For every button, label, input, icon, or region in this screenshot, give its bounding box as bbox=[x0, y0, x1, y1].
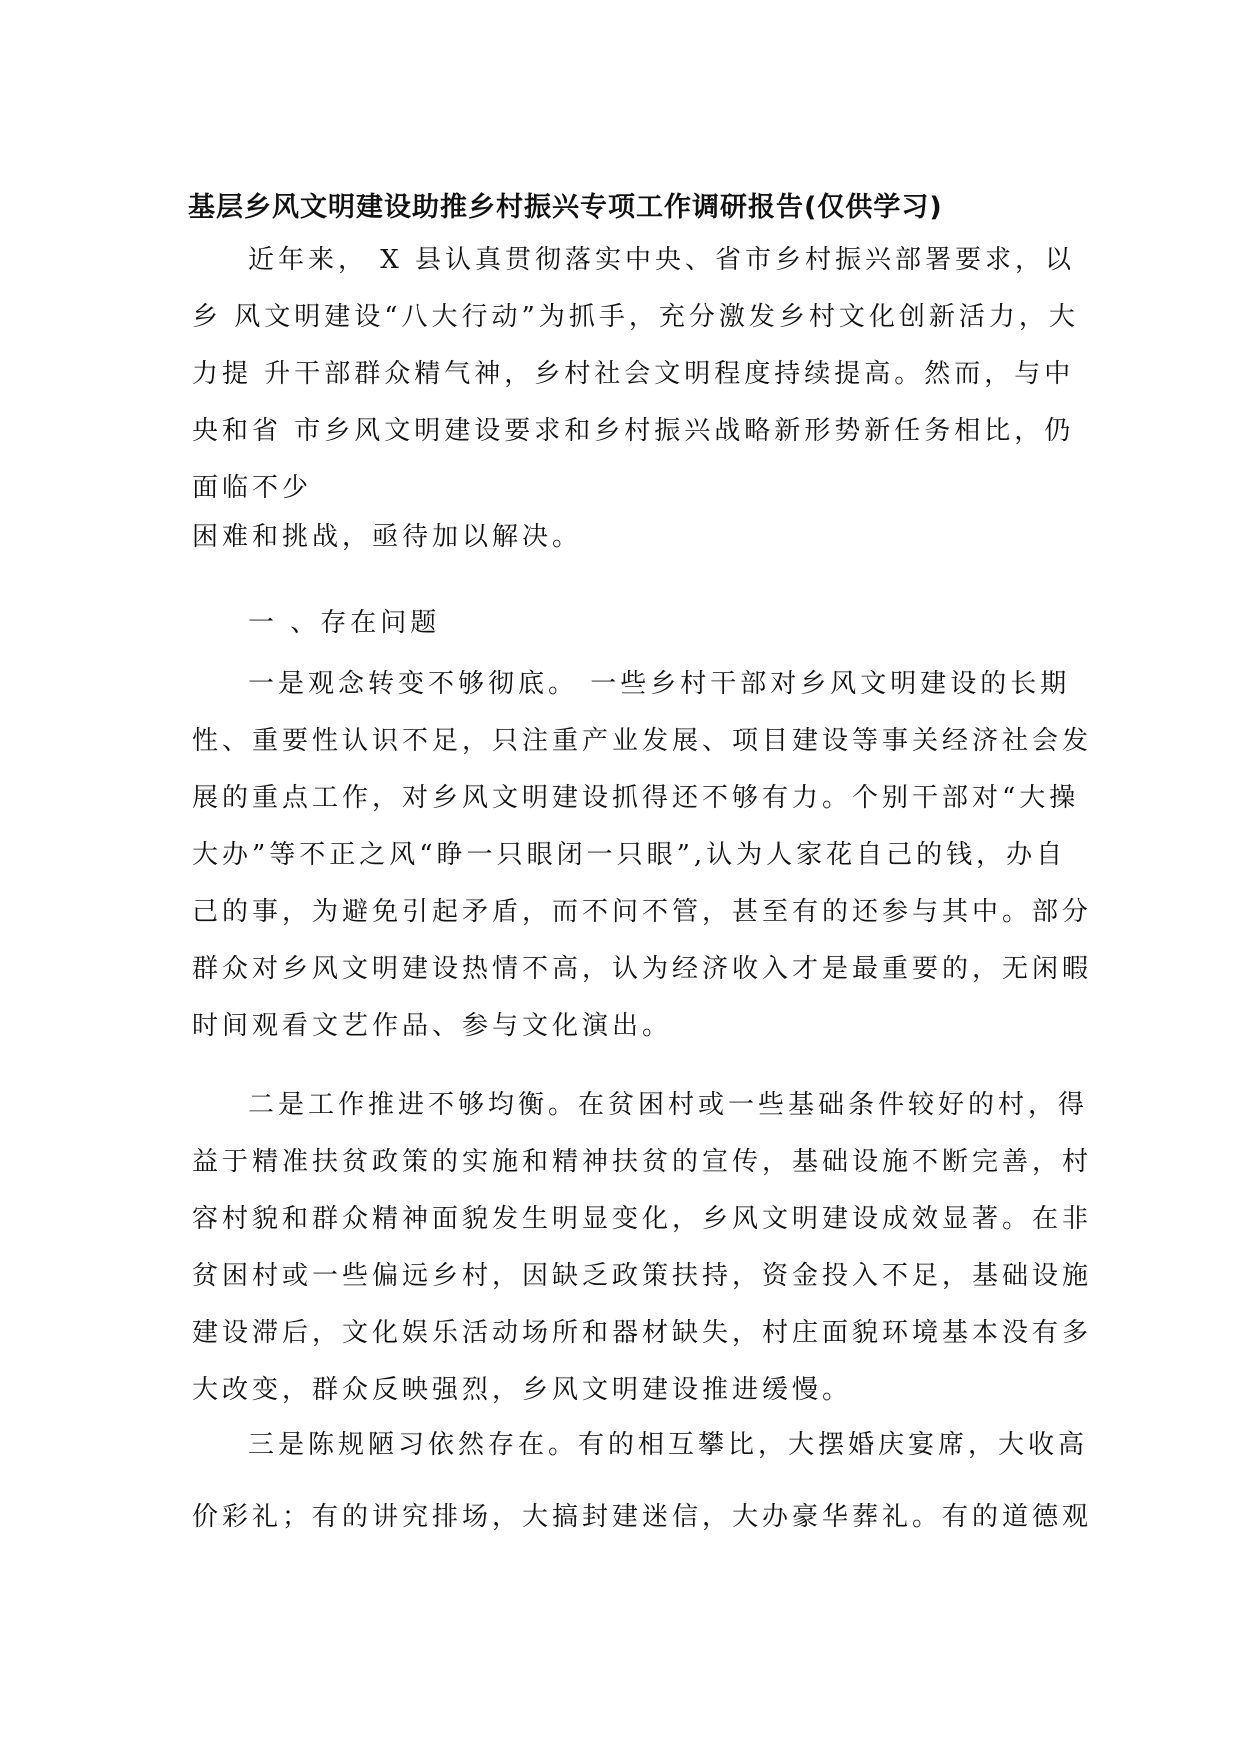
intro-line: 乡 风文明建设“八大行动”为抓手，充分激发乡村文化创新活力，大 bbox=[192, 302, 1079, 332]
paragraph-line: 贫困村或一些偏远乡村，因缺乏政策扶持，资金投入不足，基础设施 bbox=[192, 1261, 1093, 1291]
paragraph-concept bbox=[192, 656, 1093, 1055]
intro-paragraph bbox=[192, 232, 1079, 566]
paragraph-line: 建设滞后，文化娱乐活动场所和器材缺失，村庄面貌环境基本没有多 bbox=[192, 1318, 1093, 1348]
intro-line: 央和省 市乡风文明建设要求和乡村振兴战略新形势新任务相比，仍 bbox=[192, 416, 1075, 446]
paragraph-line: 展的重点工作，对乡风文明建设抓得还不够有力。个别干部对“大操 bbox=[192, 783, 1080, 813]
paragraph-customs bbox=[192, 1417, 1093, 1546]
paragraph-balance bbox=[192, 1077, 1093, 1419]
paragraph-line: 大改变，群众反映强烈，乡风文明建设推进缓慢。 bbox=[192, 1375, 853, 1405]
document-title: 基层乡风文明建设助推乡村振兴专项工作调研报告(仅供学习) bbox=[188, 192, 943, 223]
paragraph-line: 性、重要性认识不足，只注重产业发展、项目建设等事关经济社会发 bbox=[192, 726, 1093, 756]
paragraph-line: 容村貌和群众精神面貌发生明显变化，乡风文明建设成效显著。在非 bbox=[192, 1204, 1093, 1234]
paragraph-line: 己的事，为避免引起矛盾，而不问不管，甚至有的还参与其中。部分 bbox=[192, 897, 1093, 927]
section-heading-block bbox=[192, 595, 1052, 652]
intro-line: 困难和挑战，亟待加以解决。 bbox=[192, 522, 583, 552]
intro-line: 力提 升干部群众精气神，乡村社会文明程度持续提高。然而，与中 bbox=[192, 359, 1075, 389]
paragraph-line: 一是观念转变不够彻底。 一些乡村干部对乡风文明建设的长期 bbox=[248, 669, 1071, 699]
paragraph-line: 价彩礼；有的讲究排场，大搞封建迷信，大办豪华葬礼。有的道德观 bbox=[192, 1502, 1093, 1532]
paragraph-line: 二是工作推进不够均衡。在贫困村或一些基础条件较好的村，得 bbox=[248, 1090, 1089, 1120]
paragraph-line: 益于精准扶贫政策的实施和精神扶贫的宣传，基础设施不断完善，村 bbox=[192, 1147, 1093, 1177]
intro-line: 面临不少 bbox=[192, 473, 313, 503]
paragraph-line: 大办”等不正之风“睁一只眼闭一只眼”,认为人家花自己的钱，办自 bbox=[192, 840, 1067, 870]
section-heading: 一 、存在问题 bbox=[248, 608, 441, 638]
paragraph-line: 时间观看文艺作品、参与文化演出。 bbox=[192, 1011, 673, 1041]
paragraph-line: 群众对乡风文明建设热情不高，认为经济收入才是最重要的，无闲暇 bbox=[192, 954, 1093, 984]
paragraph-line: 三是陈规陋习依然存在。有的相互攀比，大摆婚庆宴席，大收高 bbox=[248, 1430, 1089, 1460]
intro-line: 近年来， X 县认真贯彻落实中央、省市乡村振兴部署要求，以 bbox=[248, 245, 1076, 275]
